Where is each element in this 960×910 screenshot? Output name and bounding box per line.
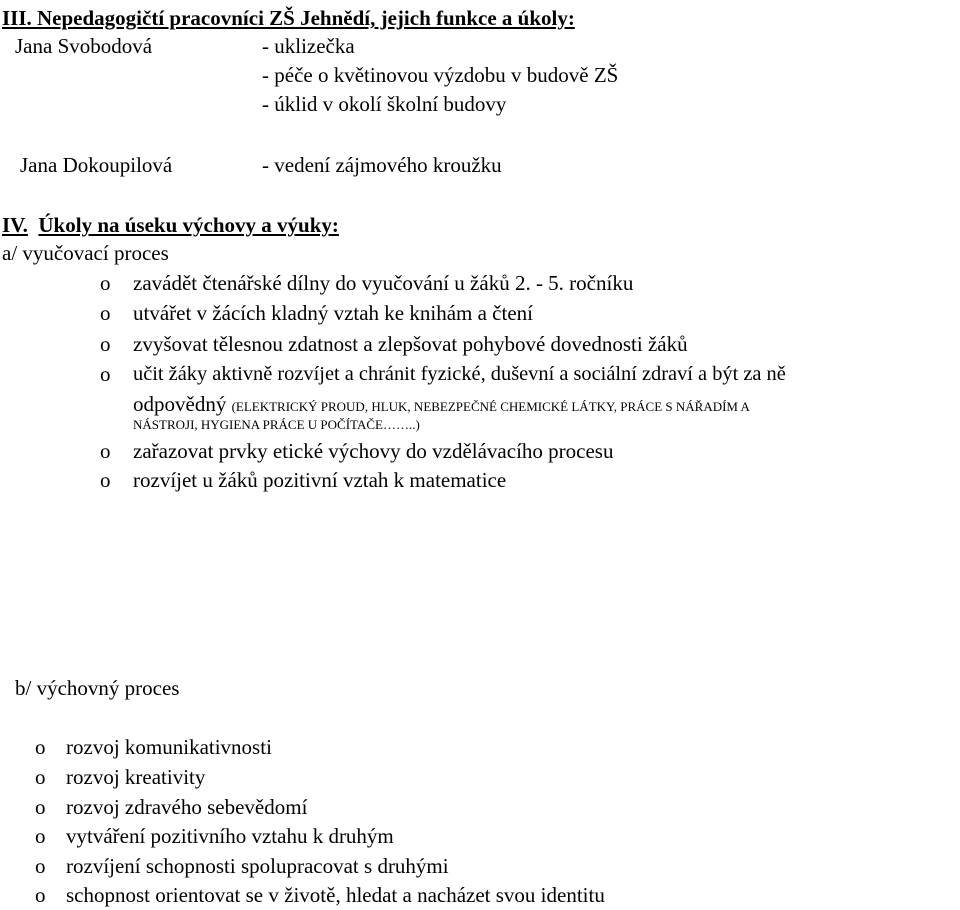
staff-duty: - úklid v okolí školní budovy — [262, 92, 507, 116]
bullet-icon: o — [35, 765, 46, 789]
bullet-icon: o — [100, 332, 111, 356]
bullet-icon: o — [100, 301, 111, 325]
bullet-icon: o — [100, 271, 111, 295]
staff-duty: - vedení zájmového kroužku — [262, 153, 502, 177]
list-item-text: rozvíjet u žáků pozitivní vztah k matematice — [133, 468, 507, 492]
subsection-b-title: b/ výchovný proces — [15, 676, 180, 700]
bullet-icon: o — [35, 824, 46, 848]
list-item-text: schopnost orientovat se v životě, hledat a nacházet svou identitu — [66, 883, 605, 907]
list-item-text: utvářet v žácích kladný vztah ke knihám a čtení — [133, 301, 533, 325]
staff-name: Jana Dokoupilová — [20, 153, 173, 177]
list-item-text: rozvíjení schopnosti spolupracovat s druhými — [66, 854, 449, 878]
list-item-text: zvyšovat tělesnou zdatnost a zlepšovat pohybové dovednosti žáků — [133, 332, 688, 356]
section-4-number: IV. — [2, 213, 28, 237]
list-item-text: vytváření pozitivního vztahu k druhým — [66, 824, 394, 848]
list-item-text: zařazovat prvky etické výchovy do vzdělávacího procesu — [133, 439, 614, 463]
list-item-text: rozvoj komunikativnosti — [66, 735, 272, 759]
continuation-note: NÁSTROJI, HYGIENA PRÁCE U POČÍTAČE……..) — [133, 417, 420, 432]
subsection-a-title: a/ vyučovací proces — [2, 241, 169, 265]
staff-duty: - uklizečka — [262, 34, 355, 58]
bullet-icon: o — [35, 883, 46, 907]
list-item-text: zavádět čtenářské dílny do vyučování u žáků 2. - 5. ročníku — [133, 271, 634, 295]
section-4-heading — [2, 215, 339, 236]
bullet-icon: o — [35, 854, 46, 878]
bullet-icon: o — [100, 362, 111, 386]
continuation-note: (ELEKTRICKÝ PROUD, HLUK, NEBEZPEČNÉ CHEMICKÉ LÁTKY, PRÁCE S NÁŘADÍM A — [231, 399, 750, 414]
bullet-icon: o — [100, 468, 111, 492]
bullet-icon: o — [35, 795, 46, 819]
bullet-icon: o — [35, 735, 46, 759]
continuation-word: odpovědný — [133, 392, 227, 416]
staff-name: Jana Svobodová — [15, 34, 153, 58]
list-item-text: rozvoj kreativity — [66, 765, 206, 789]
list-item-continuation — [133, 394, 750, 415]
section-3-heading: III. Nepedagogičtí pracovníci ZŠ Jehnědí, jejich funkce a úkoly: — [2, 6, 575, 30]
section-4-title: Úkoly na úseku výchovy a výuky: — [38, 213, 339, 237]
staff-duty: - péče o květinovou výzdobu v budově ZŠ — [262, 63, 619, 87]
bullet-icon: o — [100, 439, 111, 463]
list-item-text: rozvoj zdravého sebevědomí — [66, 795, 308, 819]
list-item-text: učit žáky aktivně rozvíjet a chránit fyzické, duševní a sociální zdraví a být za ně — [133, 363, 786, 385]
